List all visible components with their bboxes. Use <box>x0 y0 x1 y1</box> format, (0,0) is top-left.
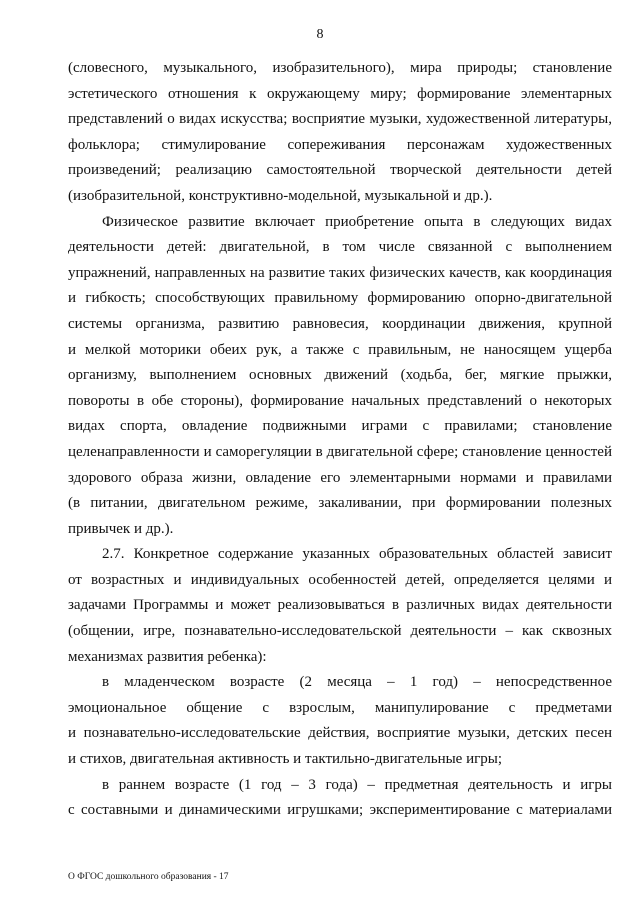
text-line: в младенческом возрасте (2 месяца – 1 год) – непосредственное <box>102 674 612 691</box>
text-line: и стихов, двигательная активность и тактильно-двигательные игры; <box>68 751 503 768</box>
text-line: в раннем возрасте (1 год – 3 года) – предметная деятельность и игры <box>102 776 612 793</box>
paragraph <box>68 56 612 210</box>
text-line: здорового образа жизни, овладение его элементарными нормами и правилами <box>68 469 612 486</box>
paragraph <box>68 773 612 824</box>
text-line: деятельности детей: двигательной, в том числе связанной с выполнением <box>68 239 612 256</box>
text-line: (общении, игре, познавательно-исследовательской деятельности – как сквозных <box>68 623 612 640</box>
text-line: и гибкость; способствующих правильному формированию опорно-двигательной <box>68 290 612 307</box>
page-footer: О ФГОС дошкольного образования - 17 <box>68 872 229 882</box>
text-line: упражнений, направленных на развитие таких физических качеств, как координация <box>68 264 612 281</box>
text-line: эстетического отношения к окружающему миру; формирование элементарных <box>68 85 612 102</box>
paragraph <box>68 210 612 543</box>
paragraph <box>68 670 612 772</box>
text-line: (в питании, двигательном режиме, закаливании, при формировании полезных <box>68 495 612 512</box>
text-line: представлений о видах искусства; восприятие музыки, художественной литературы, <box>68 111 612 128</box>
text-line: эмоциональное общение с взрослым, манипулирование с предметами <box>68 699 612 716</box>
text-line: и познавательно-исследовательские действия, восприятие музыки, детских песен <box>68 725 612 742</box>
text-line: с составными и динамическими игрушками; экспериментирование с материалами <box>68 802 612 819</box>
text-line: системы организма, развитию равновесия, координации движения, крупной <box>68 315 612 332</box>
text-line: (изобразительной, конструктивно-модельной, музыкальной и др.). <box>68 187 493 204</box>
text-line: видах спорта, овладение подвижными играми с правилами; становление <box>68 418 612 435</box>
text-line: целенаправленности и саморегуляции в двигательной сфере; становление ценностей <box>68 443 612 460</box>
text-line: повороты в обе стороны), формирование начальных представлений о некоторых <box>68 392 612 409</box>
document-body <box>68 56 612 824</box>
text-line: (словесного, музыкального, изобразительного), мира природы; становление <box>68 60 612 76</box>
text-line: 2.7. Конкретное содержание указанных образовательных областей зависит <box>102 546 612 563</box>
text-line: привычек и др.). <box>68 520 174 537</box>
text-line: и мелкой моторики обеих рук, а также с правильным, не наносящем ущерба <box>68 341 612 358</box>
text-line: от возрастных и индивидуальных особенностей детей, определяется целями и <box>68 571 612 588</box>
text-line: задачами Программы и может реализовываться в различных видах деятельности <box>68 597 612 614</box>
text-line: организму, выполнением основных движений (ходьба, бег, мягкие прыжки, <box>68 367 612 384</box>
page-number: 8 <box>316 27 324 42</box>
text-line: механизмах развития ребенка): <box>68 648 267 665</box>
paragraph <box>68 542 612 670</box>
text-line: произведений; реализацию самостоятельной творческой деятельности детей <box>68 162 612 179</box>
text-line: Физическое развитие включает приобретение опыта в следующих видах <box>102 213 612 230</box>
text-line: фольклора; стимулирование сопереживания персонажам художественных <box>68 136 612 153</box>
